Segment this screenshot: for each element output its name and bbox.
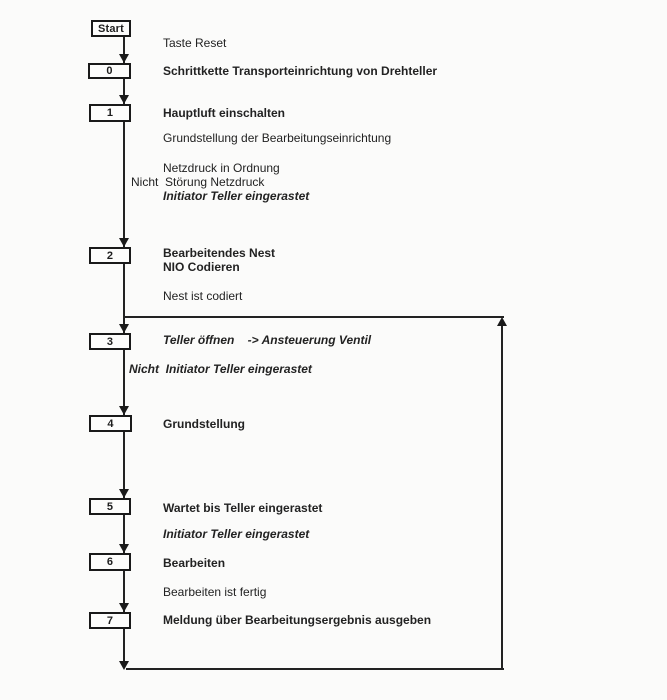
- label-grundstellung-bearbeitungseinrichtung: Grundstellung der Bearbeitungseinrichtung: [163, 131, 392, 145]
- arrowhead-down-icon: [119, 54, 129, 63]
- loop-bottom-line: [126, 668, 504, 670]
- loop-top-line: [123, 316, 504, 318]
- label-taste-reset: Taste Reset: [163, 36, 227, 50]
- label-nicht-initiator-teller-eingerastet: Nicht Initiator Teller eingerastet: [129, 362, 312, 376]
- arrowhead-down-icon: [119, 603, 129, 612]
- step-box-0: 0: [88, 63, 131, 79]
- label-nio-codieren: NIO Codieren: [163, 260, 240, 274]
- label-bearbeiten-ist-fertig: Bearbeiten ist fertig: [163, 585, 267, 599]
- arrowhead-down-icon: [119, 95, 129, 104]
- label-initiator-teller-eingerastet-2: Initiator Teller eingerastet: [163, 527, 310, 541]
- step-box-5: 5: [89, 498, 131, 515]
- step-box-2: 2: [89, 247, 131, 264]
- label-initiator-teller-eingerastet-1: Initiator Teller eingerastet: [163, 189, 310, 203]
- label-wartet-bis-teller-eingerastet: Wartet bis Teller eingerastet: [163, 501, 323, 515]
- label-meldung-ausgeben: Meldung über Bearbeitungsergebnis ausgeben: [163, 613, 432, 627]
- arrowhead-down-icon: [119, 661, 129, 670]
- label-nicht-stoerung-netzdruck: Nicht Störung Netzdruck: [131, 175, 265, 189]
- arrowhead-down-icon: [119, 406, 129, 415]
- label-netzdruck-in-ordnung: Netzdruck in Ordnung: [163, 161, 280, 175]
- label-schrittkette-titel: Schrittkette Transporteinrichtung von Drehteller: [163, 64, 438, 78]
- label-bearbeitendes-nest: Bearbeitendes Nest: [163, 246, 276, 260]
- step-box-3: 3: [89, 333, 131, 350]
- loop-right-line: [501, 324, 503, 669]
- step-box-6: 6: [89, 553, 131, 571]
- arrowhead-down-icon: [119, 489, 129, 498]
- arrowhead-down-icon: [119, 324, 129, 333]
- label-grundstellung: Grundstellung: [163, 417, 245, 431]
- label-nest-ist-codiert: Nest ist codiert: [163, 289, 243, 303]
- step-box-1: 1: [89, 104, 131, 122]
- loop-arrowhead-up-icon: [497, 317, 507, 326]
- label-bearbeiten: Bearbeiten: [163, 556, 226, 570]
- label-hauptluft-einschalten: Hauptluft einschalten: [163, 106, 286, 120]
- step-box-7: 7: [89, 612, 131, 629]
- arrowhead-down-icon: [119, 544, 129, 553]
- arrowhead-down-icon: [119, 238, 129, 247]
- step-box-4: 4: [89, 415, 132, 432]
- step-box-start: Start: [91, 20, 131, 37]
- label-teller-oeffnen: Teller öffnen -> Ansteuerung Ventil: [163, 333, 372, 347]
